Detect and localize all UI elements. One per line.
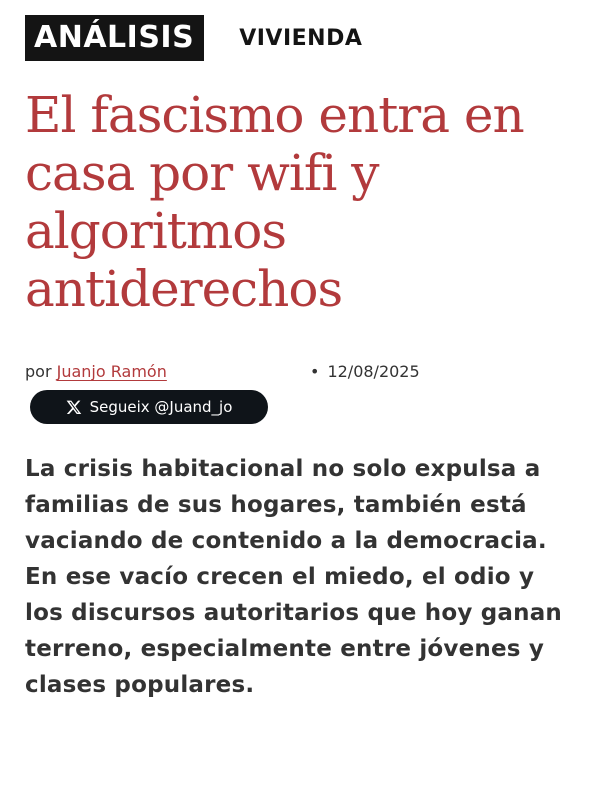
article-headline: El fascismo entra en casa por wifi y algoritmos antiderechos [25,86,524,318]
article-lead: La crisis habitacional no solo expulsa a familias de sus hogares, también está vaciando de contenido a la democracia. En ese vacío crecen el miedo, el odio y los discursos autoritarios que hoy ganan terreno, especialmente entre jóvenes y clases populares. [25,456,562,698]
publish-date [310,362,420,381]
section-tag[interactable]: ANÁLISIS [25,15,204,61]
bullet-icon: • [310,362,320,381]
follow-author-button[interactable] [30,390,268,424]
date-text: 12/08/2025 [327,362,420,381]
author-link[interactable]: Juanjo Ramón [56,362,167,381]
article-tags [25,15,362,61]
follow-button-label: Segueix @Juand_jo [89,398,233,416]
byline-prefix: por [25,362,52,381]
topic-tag[interactable]: VIVIENDA [239,25,363,51]
byline [25,362,167,381]
x-logo-icon [66,399,82,415]
